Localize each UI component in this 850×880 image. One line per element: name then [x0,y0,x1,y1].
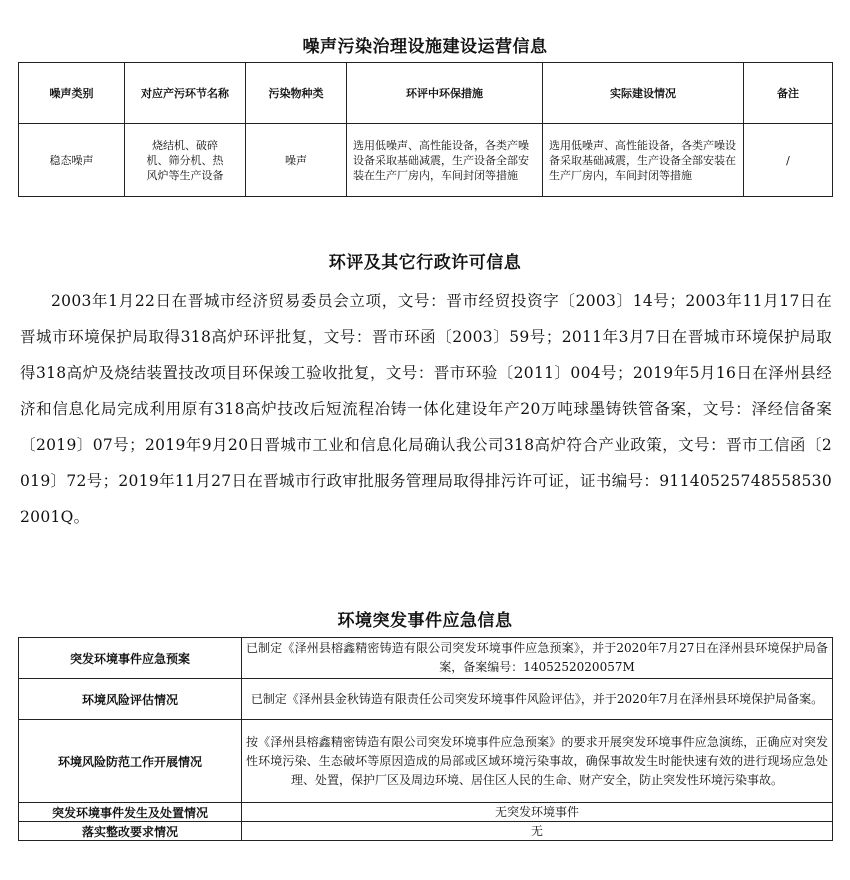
table-row [19,803,833,822]
section-title-emergency: 环境突发事件应急信息 [337,611,513,631]
header-pollutant: 污染物种类 [246,63,347,124]
header-eia-measures: 环评中环保措施 [347,63,543,124]
cell-eia-measures: 选用低噪声、高性能设备，各类产噪设备采取基础减震，生产设备全部安装在生产厂房内，车间封闭等措施 [347,124,543,197]
cell-noise-type: 稳态噪声 [19,124,125,197]
table-row [19,638,833,679]
table-row [19,124,833,197]
permits-paragraph: 2003年1月22日在晋城市经济贸易委员会立项，文号：晋市经贸投资字〔2003〕14号；2003年11月17日在晋城市环境保护局取得318高炉环评批复，文号：晋市环函〔2003〕59号；2011年3月7日在晋城市环境保护局取得318高炉及烧结装置技改项目环保竣工验收批复，文号：晋市环验〔2011〕004号；2019年5月16日在泽州县经济和信息化局完成利用原有318高炉技改后短流程冶铸一体化建设年产20万吨球墨铸铁管备案，文号：泽经信备案〔2019〕07号；2019年9月20日晋城市工业和信息化局确认我公司318高炉符合产业政策，文号：晋市工信函〔2019〕72号；2019年11月27日在晋城市行政审批服务管理局取得排污许可证，证书编号：91140525748558530200​1Q。 [20,292,832,526]
noise-facilities-table [18,62,833,197]
label-risk-assessment: 环境风险评估情况 [19,679,242,720]
cell-source: 烧结机、破碎机、筛分机、热风炉等生产设备 [125,124,246,197]
value-incidents: 无突发环境事件 [242,803,833,822]
section-title-permits: 环评及其它行政许可信息 [328,253,522,273]
label-incidents: 突发环境事件发生及处置情况 [19,803,242,822]
value-risk-assessment: 已制定《泽州县金秋铸造有限责任公司突发环境事件风险评估》，并于2020年7月在泽州县环境保护局备案。 [242,679,833,720]
emergency-info-table [18,637,833,841]
cell-actual: 选用低噪声、高性能设备，各类产噪设备采取基础减震，生产设备全部安装在生产厂房内，车间封闭等措施 [543,124,744,197]
header-source: 对应产污环节名称 [125,63,246,124]
section-title-noise: 噪声污染治理设施建设运营信息 [302,37,548,57]
value-risk-prevention: 按《泽州县榕鑫精密铸造有限公司突发环境事件应急预案》的要求开展突发环境事件应急演练，正确应对突发性环境污染、生态破坏等原因造成的局部或区域环境污染事故，确保事故发生时能快速有效的进行现场应急处理、处置，保护厂区及周边环境、居住区人民的生命、财产安全，防止突发性环境污染事故。 [242,720,833,803]
value-rectification: 无 [242,822,833,841]
table-row [19,720,833,803]
cell-pollutant: 噪声 [246,124,347,197]
label-risk-prevention: 环境风险防范工作开展情况 [19,720,242,803]
label-rectification: 落实整改要求情况 [19,822,242,841]
table-row [19,679,833,720]
table-header-row [19,63,833,124]
cell-remark: / [744,124,833,197]
label-emergency-plan: 突发环境事件应急预案 [19,638,242,679]
header-remark: 备注 [744,63,833,124]
header-noise-type: 噪声类别 [19,63,125,124]
header-actual: 实际建设情况 [543,63,744,124]
value-emergency-plan: 已制定《泽州县榕鑫精密铸造有限公司突发环境事件应急预案》，并于2020年7月27日在泽州县环境保护局备案，备案编号：1405252020057M [242,638,833,679]
table-row [19,822,833,841]
